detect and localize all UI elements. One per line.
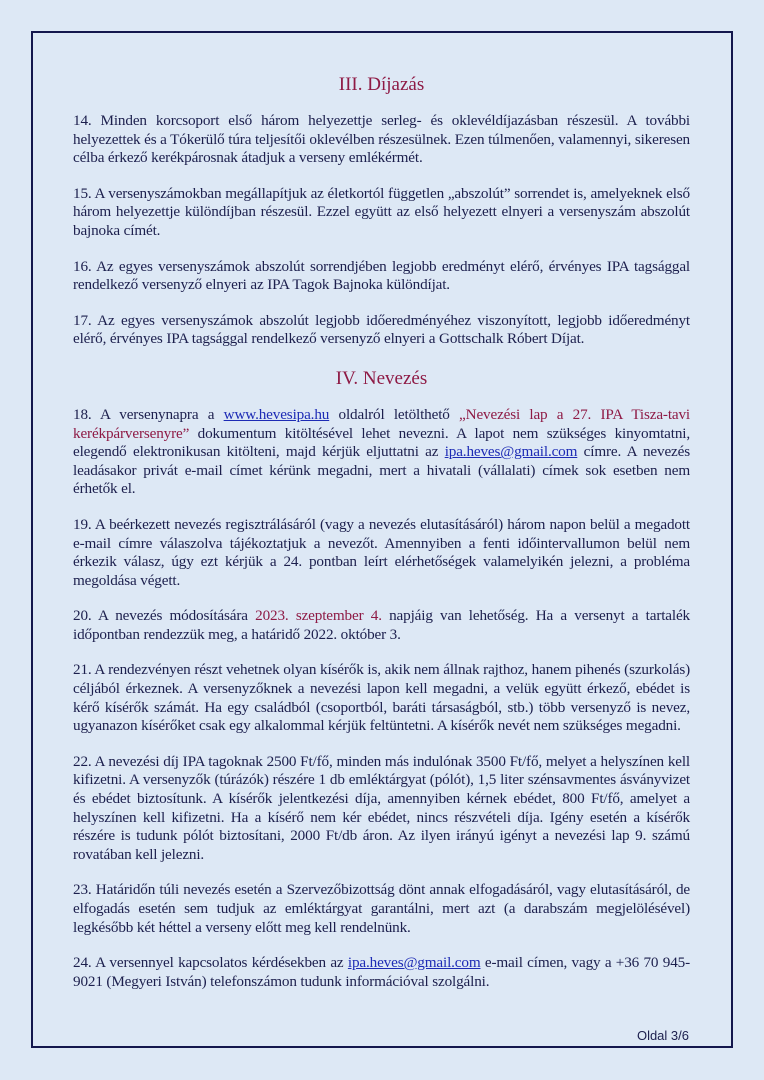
p18-text: 18. A versenynapra a	[73, 405, 224, 423]
paragraph-23: 23. Határidőn túli nevezés esetén a Szervezőbizottság dönt annak elfogadásáról, vagy elutasításáról, de elfogadás esetén sem tudjuk az emléktárgyat garantálni, mert azt (a darabszám megjelölésével) legkésőbb két héttel a verseny előtt meg kell rendelnünk.	[73, 881, 690, 936]
paragraph-16: 16. Az egyes versenyszámok abszolút sorrendjében legjobb eredményt elérő, érvényes IPA tagsággal rendelkező versenyző elnyeri az IPA Tagok Bajnoka különdíjat.	[73, 257, 690, 294]
paragraph-18	[73, 406, 690, 499]
p20-text: 20. A nevezés módosítására	[73, 607, 256, 625]
paragraph-15: 15. A versenyszámokban megállapítjuk az életkortól független „abszolút” sorrendet is, amelyeknek első három helyezettje különdíjban részesül. Ezzel együtt az első helyezett elnyeri a versenyszám abszolút bajnoka címét.	[73, 184, 690, 239]
document-body	[73, 72, 690, 1008]
email-link[interactable]: ipa.heves@gmail.com	[444, 443, 578, 461]
paragraph-22: 22. A nevezési díj IPA tagoknak 2500 Ft/fő, minden más indulónak 3500 Ft/fő, melyet a helyszínen kell kifizetni. A versenyzők (túrázók) részére 1 db emléktárgyat (pólót), 1,5 liter szénsavmentes ásványvizet és ebédet biztosítunk. A kísérők jelentkezési díja, amennyiben kérnek ebédet, 800 Ft/fő, amelyet a helyszínen kell kifizetni. Ha a kísérő nem kér ebédet, nincs részvételi díja. Igény esetén a kísérők részére is tudunk pólót biztosítani, 2000 Ft/db áron. Az ilyen irányú igényt a nevezési lap 9. számú rovatában kell jelezni.	[73, 752, 690, 863]
contact-email-link[interactable]: ipa.heves@gmail.com	[347, 954, 481, 972]
p20-text: napjáig van lehetőség. Ha a versenyt a tartalék időpontban rendezzük meg, a határidő 2022. október 3.	[73, 607, 690, 643]
deadline-date: 2023. szeptember 4.	[255, 607, 382, 625]
page-number: Oldal 3/6	[636, 1028, 689, 1043]
entry-form-title: „Nevezési lap a 27. IPA Tisza-tavi kerékpárversenyre”	[73, 405, 691, 442]
website-link[interactable]: www.hevesipa.hu	[223, 405, 330, 423]
section-heading-dijazas: III. Díjazás	[338, 74, 425, 95]
paragraph-24	[73, 954, 690, 991]
p24-text: 24. A versennyel kapcsolatos kérdésekben az	[73, 954, 348, 972]
paragraph-14: 14. Minden korcsoport első három helyezettje serleg- és oklevéldíjazásban részesül. A további helyezettek és a Tókerülő túra teljesítői oklevélben részesülnek. Ezen túlmenően, valamennyi, sikeresen célba érkező kerékpárosnak átadjuk a verseny emlékérmét.	[73, 112, 690, 167]
p24-text: e-mail címen, vagy a +36 70 945-9021 (Megyeri István) telefonszámon tudunk információval szolgálni.	[73, 954, 690, 990]
p18-text: oldalról letölthető	[329, 405, 460, 423]
p18-text: dokumentum kitöltésével lehet nevezni. A lapot nem szükséges kinyomtatni, elegendő elektronikusan kitölteni, majd kérjük eljuttatni az	[73, 424, 690, 461]
paragraph-20	[73, 607, 690, 644]
section-heading-nevezes: IV. Nevezés	[335, 367, 428, 389]
p18-text: címre. A nevezés leadásakor privát e-mail címet kérünk megadni, mert a hivatali (vállalati) címek sok esetben nem érhetők el.	[73, 443, 690, 498]
paragraph-21: 21. A rendezvényen részt vehetnek olyan kísérők is, akik nem állnak rajthoz, hanem pihenés (szurkolás) céljából érkeznek. A versenyzőknek a nevezési lapon kell megadni, a velük együtt érkező, ebédet is kérő kísérők számát. Ha egy családból (csoportból, baráti társaságból, stb.) több versenyző is nevez, ugyanazon kísérőket csak egy alkalommal kérjük feltüntetni. A kísérők nevét nem szükséges megadni.	[73, 661, 690, 735]
paragraph-17: 17. Az egyes versenyszámok abszolút legjobb időeredményéhez viszonyított, legjobb időeredményt elérő, érvényes IPA tagsággal rendelkező versenyző elnyeri a Gottschalk Róbert Díjat.	[73, 311, 690, 348]
paragraph-19: 19. A beérkezett nevezés regisztrálásáról (vagy a nevezés elutasításáról) három napon belül a megadott e-mail címre válaszolva tájékoztatjuk a nevezőt. Amennyiben a fenti időintervallumon belül nem érkezik válasz, úgy ezt kérjük a 24. pontban leírt elérhetőségek valamelyikén jelezni, a probléma megoldása végett.	[73, 515, 690, 589]
